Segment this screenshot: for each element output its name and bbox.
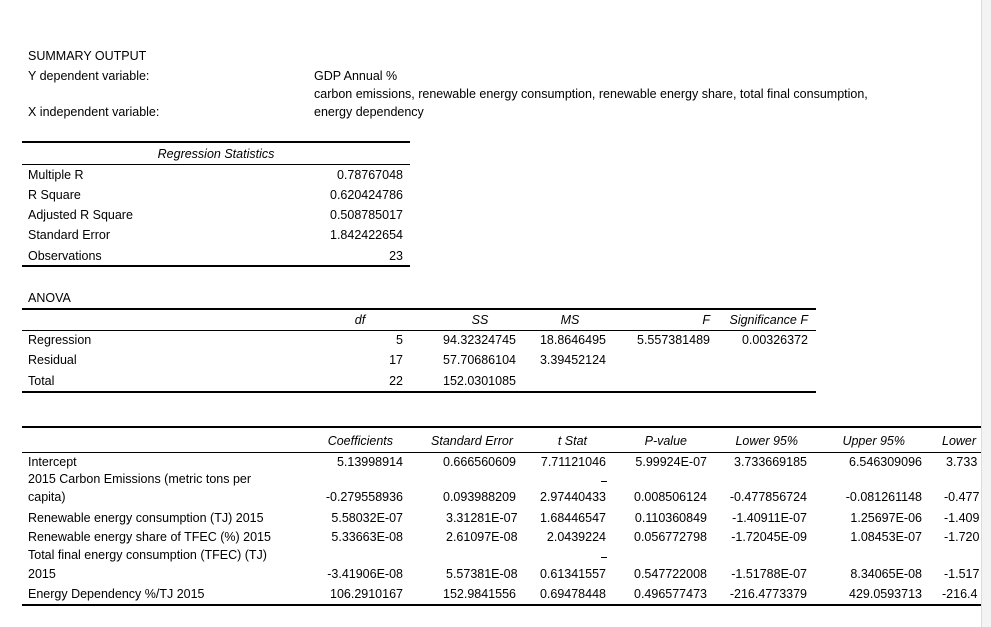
coef-value-intercept: 5.13998914	[336, 455, 403, 469]
anova-ss-regression: 94.32324745	[443, 333, 516, 347]
right-scroll-edge[interactable]	[981, 0, 991, 627]
coef-p-renewable-consumption: 0.110360849	[634, 511, 707, 525]
anova-header-ms: MS	[560, 313, 580, 327]
coef-upper-energy-dependency: 429.0593713	[849, 587, 922, 601]
x-independent-label: X independent variable:	[28, 105, 160, 119]
regstats-bottom-border	[22, 265, 410, 267]
coef-header-upper95: Upper 95%	[842, 434, 905, 448]
regstats-label-adj-r-square: Adjusted R Square	[28, 208, 133, 222]
coef-lower2-renewable-share: -1.720	[944, 530, 980, 544]
coef-p-intercept: 5.99924E-07	[635, 455, 707, 469]
coef-label-carbon-line2: capita)	[28, 490, 66, 504]
coef-t-renewable-consumption: 1.68446547	[539, 511, 606, 525]
regstats-value-observations: 23	[389, 249, 403, 263]
coef-value-carbon: -0.279558936	[325, 490, 403, 504]
coef-p-energy-dependency: 0.496577473	[634, 587, 707, 601]
coef-lower-energy-dependency: -216.4773379	[729, 587, 807, 601]
coef-t-renewable-share: 2.0439224	[546, 530, 606, 544]
coef-se-renewable-consumption: 3.31281E-07	[446, 511, 518, 525]
anova-f-regression: 5.557381489	[637, 333, 710, 347]
coef-value-tfec: -3.41906E-08	[327, 567, 403, 581]
anova-bottom-border	[22, 391, 816, 393]
coef-se-carbon: 0.093988209	[443, 490, 516, 504]
anova-label-regression: Regression	[28, 333, 92, 347]
anova-label-residual: Residual	[28, 353, 77, 367]
y-dependent-label: Y dependent variable:	[28, 69, 150, 83]
regstats-value-r-square: 0.620424786	[330, 188, 403, 202]
coef-se-intercept: 0.666560609	[443, 455, 516, 469]
coef-lower-renewable-consumption: -1.40911E-07	[732, 511, 807, 525]
regstats-label-r-square: R Square	[28, 188, 81, 202]
coef-header-std-error: Standard Error	[431, 434, 513, 448]
coef-lower2-energy-dependency: -216.4	[942, 587, 978, 601]
coef-label-carbon-line1: 2015 Carbon Emissions (metric tons per	[28, 472, 252, 486]
coef-t-energy-dependency: 0.69478448	[539, 587, 606, 601]
anova-top-border	[22, 308, 816, 310]
anova-ms-residual: 3.39452124	[539, 353, 606, 367]
coef-lower2-tfec: -1.517	[944, 567, 980, 581]
coef-upper-carbon: -0.081261148	[845, 490, 922, 504]
coef-upper-intercept: 6.546309096	[849, 455, 922, 469]
coef-value-renewable-consumption: 5.58032E-07	[331, 511, 403, 525]
coef-top-border	[22, 426, 982, 428]
coef-p-renewable-share: 0.056772798	[634, 530, 707, 544]
coef-lower2-renewable-consumption: -1.409	[944, 511, 980, 525]
coef-lower-tfec: -1.51788E-07	[731, 567, 807, 581]
coef-t-sign-dash	[601, 481, 607, 482]
coef-header-p-value: P-value	[644, 434, 687, 448]
anova-ss-residual: 57.70686104	[443, 353, 516, 367]
anova-df-residual: 17	[389, 353, 403, 367]
coef-lower-intercept: 3.733669185	[734, 455, 807, 469]
coef-lower-renewable-share: -1.72045E-09	[731, 530, 807, 544]
coef-upper-tfec: 8.34065E-08	[850, 567, 922, 581]
anova-header-border	[22, 330, 816, 331]
coef-label-tfec-line2: 2015	[28, 567, 56, 581]
regstats-header: Regression Statistics	[157, 147, 275, 161]
anova-title: ANOVA	[28, 291, 71, 305]
regstats-label-multiple-r: Multiple R	[28, 168, 84, 182]
regstats-value-multiple-r: 0.78767048	[336, 168, 403, 182]
anova-label-total: Total	[28, 374, 55, 388]
regstats-label-observations: Observations	[28, 249, 102, 263]
regstats-header-border	[22, 164, 410, 165]
anova-header-f: F	[702, 313, 710, 327]
summary-title: SUMMARY OUTPUT	[28, 49, 147, 63]
coef-p-tfec: 0.547722008	[634, 567, 707, 581]
coef-header-lower-cut: Lower	[942, 434, 977, 448]
coef-label-tfec-line1: Total final energy consumption (TFEC) (TJ)	[28, 548, 267, 562]
y-dependent-value: GDP Annual %	[314, 69, 398, 83]
coef-t-tfec: 0.61341557	[539, 567, 606, 581]
coef-se-renewable-share: 2.61097E-08	[446, 530, 518, 544]
anova-ss-total: 152.0301085	[443, 374, 516, 388]
anova-header-ss: SS	[471, 313, 489, 327]
coef-label-energy-dependency: Energy Dependency %/TJ 2015	[28, 587, 205, 601]
x-independent-value-line2: energy dependency	[314, 105, 424, 119]
coef-header-lower95: Lower 95%	[735, 434, 798, 448]
coef-lower2-carbon: -0.477	[944, 490, 980, 504]
anova-ms-regression: 18.8646495	[539, 333, 606, 347]
anova-sigf-regression: 0.00326372	[741, 333, 808, 347]
coef-label-renewable-share: Renewable energy share of TFEC (%) 2015	[28, 530, 271, 544]
coef-t-carbon: 2.97440433	[539, 490, 606, 504]
coef-label-intercept: Intercept	[28, 455, 77, 469]
coef-t-sign-dash-tfec	[601, 557, 607, 558]
regstats-value-adj-r-square: 0.508785017	[330, 208, 403, 222]
coef-p-carbon: 0.008506124	[634, 490, 707, 504]
regstats-value-std-error: 1.842422654	[330, 228, 403, 242]
x-independent-value-line1: carbon emissions, renewable energy consumption, renewable energy share, total final consumption,	[314, 87, 868, 101]
coef-value-renewable-share: 5.33663E-08	[331, 530, 403, 544]
coef-upper-renewable-share: 1.08453E-07	[850, 530, 922, 544]
coef-header-coefficients: Coefficients	[327, 434, 393, 448]
coef-upper-renewable-consumption: 1.25697E-06	[850, 511, 922, 525]
anova-df-regression: 5	[396, 333, 403, 347]
coef-value-energy-dependency: 106.2910167	[330, 587, 403, 601]
coef-lower-carbon: -0.477856724	[729, 490, 807, 504]
anova-df-total: 22	[389, 374, 403, 388]
coef-se-tfec: 5.57381E-08	[446, 567, 518, 581]
regstats-top-border	[22, 141, 410, 143]
regstats-label-std-error: Standard Error	[28, 228, 110, 242]
coef-bottom-border	[22, 604, 982, 606]
coef-se-energy-dependency: 152.9841556	[443, 587, 516, 601]
coef-header-border	[22, 452, 982, 453]
anova-header-df: df	[354, 313, 366, 327]
coef-label-renewable-consumption: Renewable energy consumption (TJ) 2015	[28, 511, 264, 525]
anova-header-sigf: Significance F	[729, 313, 808, 327]
coef-lower2-intercept: 3.733	[946, 455, 978, 469]
coef-header-t-stat: t Stat	[557, 434, 587, 448]
coef-t-intercept: 7.71121046	[540, 455, 606, 469]
